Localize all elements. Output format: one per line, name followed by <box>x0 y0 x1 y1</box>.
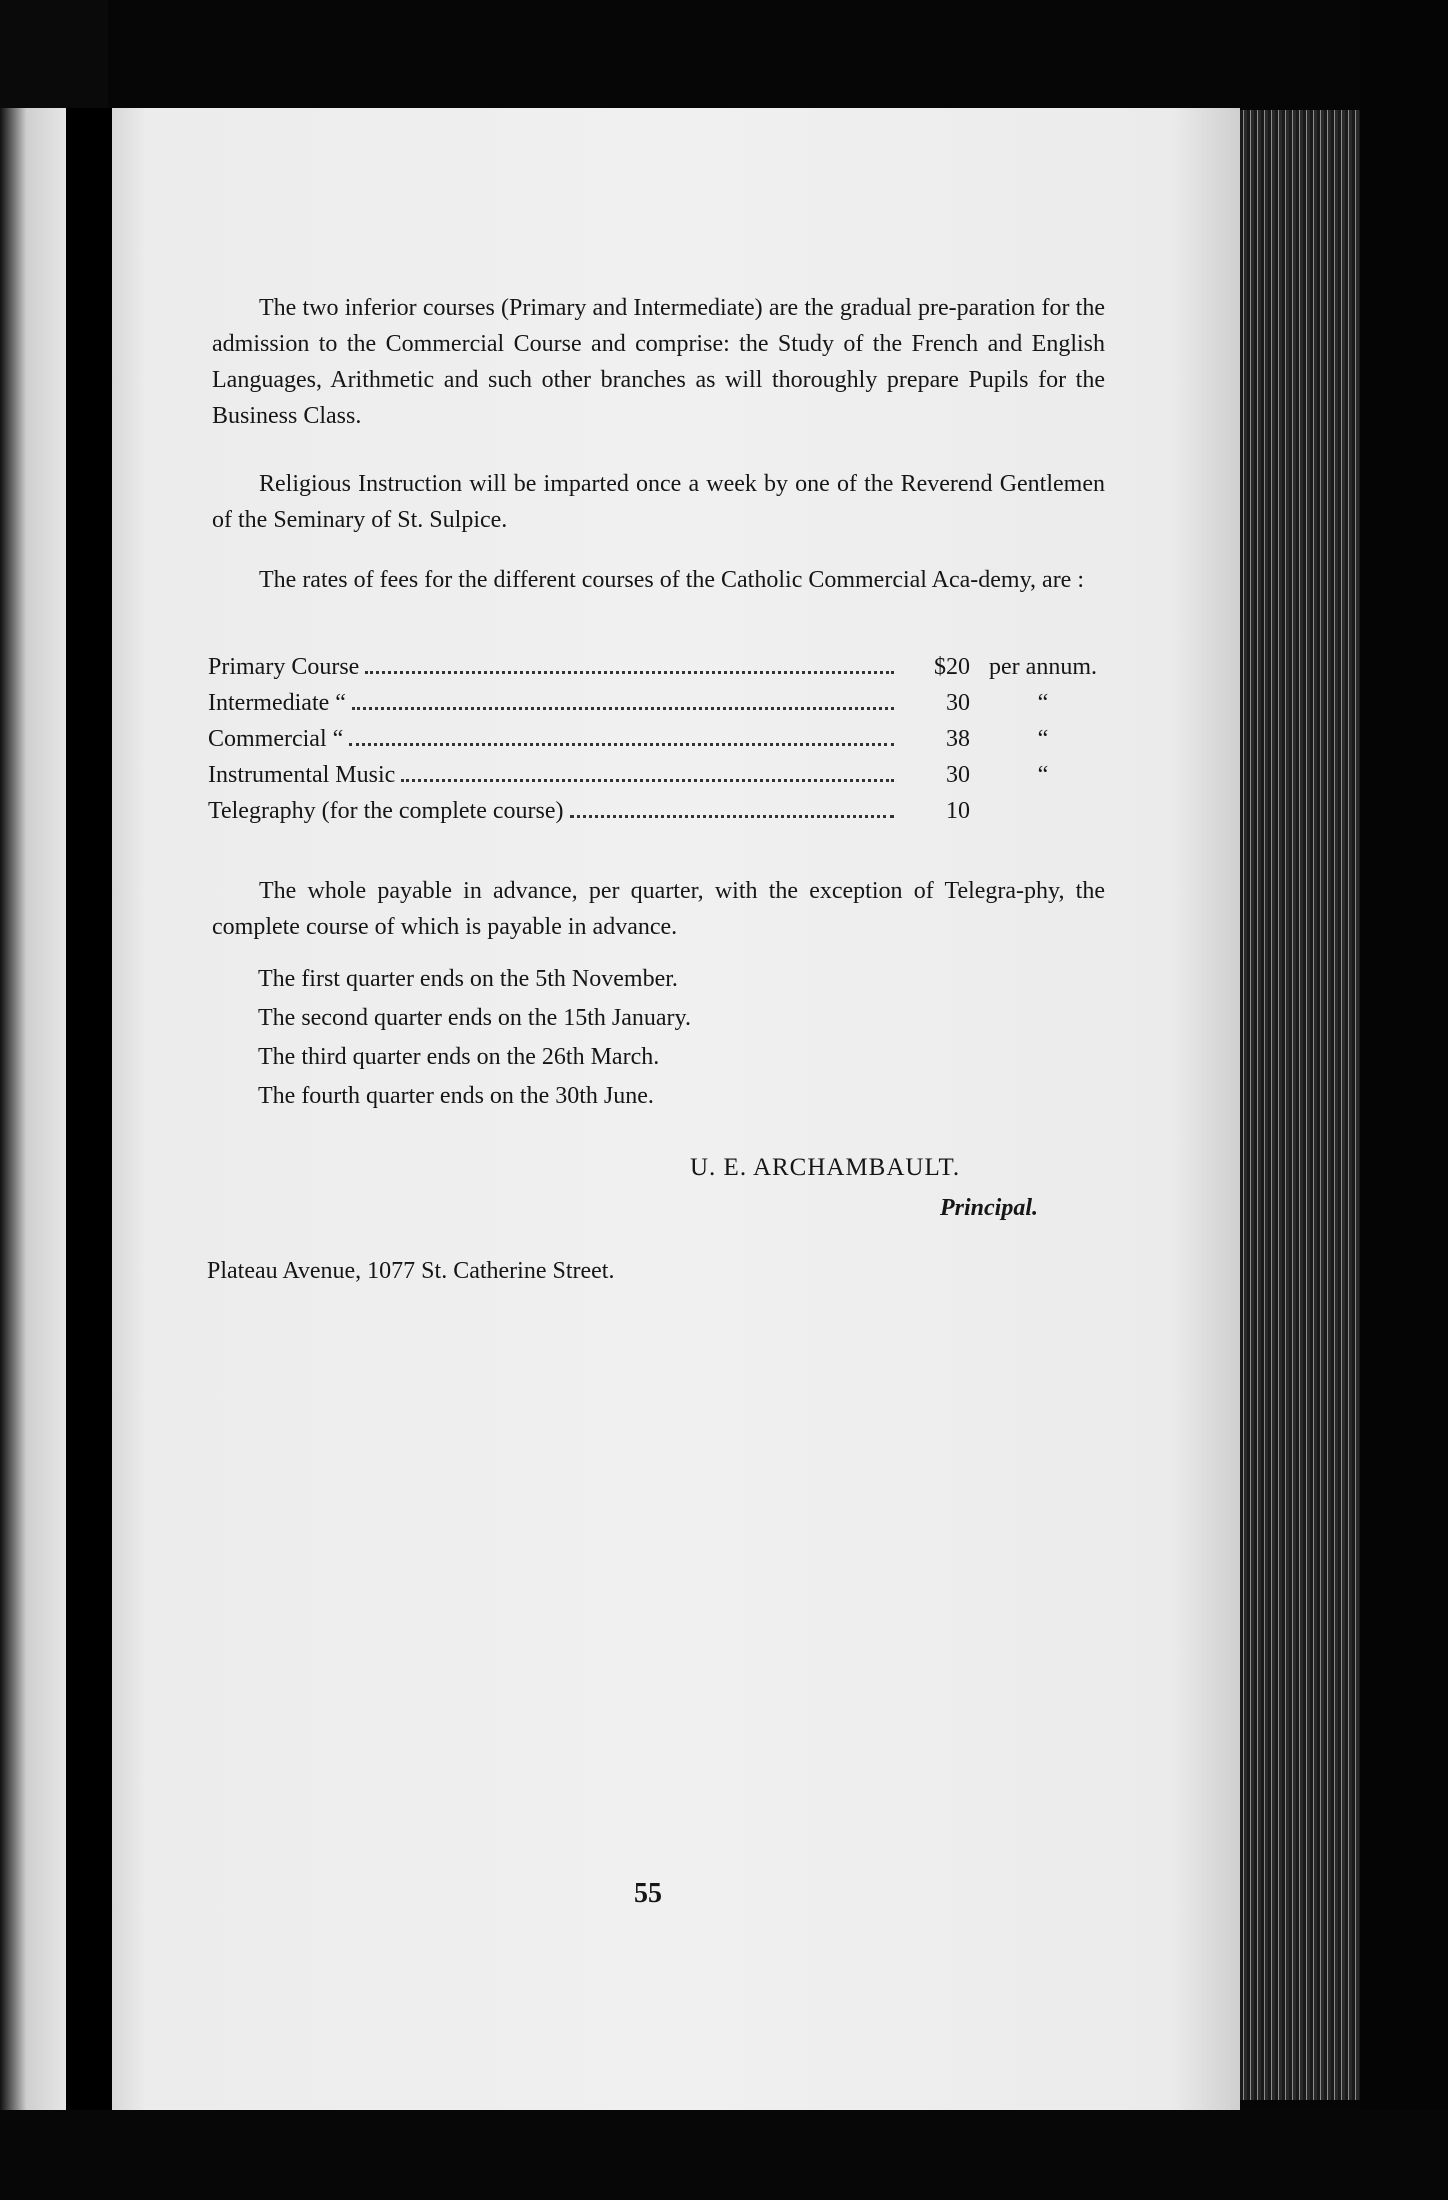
fee-unit: “ <box>1037 690 1049 716</box>
fee-name: Instrumental Music <box>208 762 396 788</box>
fee-unit: “ <box>1037 726 1049 752</box>
previous-page-edge <box>0 108 66 2110</box>
fee-name: Telegraphy (for the complete course) <box>208 798 564 824</box>
leader-dots <box>365 671 894 674</box>
fee-amount: 38 <box>946 726 970 752</box>
fee-table <box>208 654 1108 834</box>
fee-row-primary <box>208 654 1108 690</box>
signer-name: U. E. ARCHAMBAULT. <box>690 1154 961 1181</box>
scan-dark-border-right <box>1360 0 1448 2200</box>
scan-dark-border-bottom <box>0 2110 1448 2200</box>
quarter-third: The third quarter ends on the 26th March. <box>258 1044 660 1070</box>
fee-name: Commercial “ <box>208 726 344 752</box>
fee-row-instrumental-music <box>208 762 1108 798</box>
paragraph-courses: The two inferior courses (Primary and Intermediate) are the gradual pre-paration for the admission to the Commercial Course and comprise: the Study of the French and English Languages, Arithmetic and such other branches as will thoroughly prepare Pupils for the Business Class. <box>212 295 1105 429</box>
quarter-second: The second quarter ends on the 15th January. <box>258 1005 691 1031</box>
fee-row-telegraphy <box>208 798 1108 834</box>
fee-unit: per annum. <box>989 654 1097 680</box>
fee-row-commercial <box>208 726 1108 762</box>
quarter-fourth: The fourth quarter ends on the 30th June. <box>258 1083 654 1109</box>
fee-amount: $20 <box>934 654 970 680</box>
fee-amount: 30 <box>946 762 970 788</box>
leader-dots <box>401 779 894 782</box>
fee-amount: 10 <box>946 798 970 824</box>
address-line: Plateau Avenue, 1077 St. Catherine Street. <box>207 1258 615 1284</box>
leader-dots <box>352 707 894 710</box>
fee-amount: 30 <box>946 690 970 716</box>
fee-name: Primary Course <box>208 654 360 680</box>
page-number: 55 <box>634 1878 662 1909</box>
paragraph-religion: Religious Instruction will be imparted once a week by one of the Reverend Gentlemen of the Seminary of St. Sulpice. <box>212 471 1105 533</box>
signer-title: Principal. <box>940 1195 1039 1221</box>
leader-dots <box>570 815 895 818</box>
paragraph-payment: The whole payable in advance, per quarter, with the exception of Telegra-phy, the complete course of which is payable in advance. <box>212 878 1105 940</box>
fee-row-intermediate <box>208 690 1108 726</box>
leader-dots <box>349 743 894 746</box>
quarter-first: The first quarter ends on the 5th November. <box>258 966 678 992</box>
quarter-list <box>258 960 691 1116</box>
fee-name: Intermediate “ <box>208 690 346 716</box>
paragraph-rates-intro: The rates of fees for the different courses of the Catholic Commercial Aca-demy, are : <box>259 567 1084 593</box>
fee-unit: “ <box>1037 762 1049 788</box>
book-fore-edge <box>1240 110 1360 2100</box>
book-gutter <box>66 108 112 2110</box>
